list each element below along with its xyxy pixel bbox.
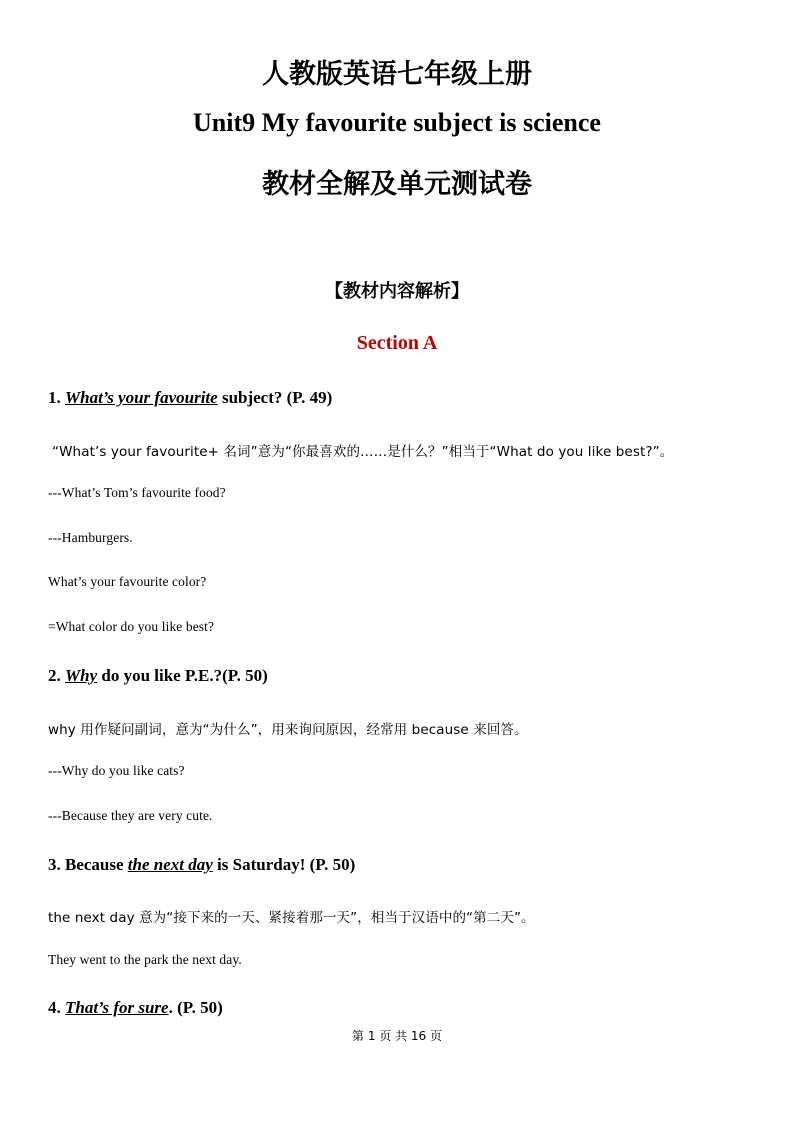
item-1-example-2: ---Hamburgers.	[48, 530, 133, 545]
title-line-3: 教材全解及单元测试卷	[262, 169, 532, 200]
item-3-number: 3.	[48, 855, 65, 874]
item-3-example-1: They went to the park the next day.	[48, 952, 242, 967]
item-2-rest: do you like P.E.?(P. 50)	[97, 666, 268, 685]
item-2-keyword: Why	[65, 666, 98, 685]
section-tag: 【教材内容解析】	[325, 281, 469, 302]
item-1-heading	[48, 388, 332, 408]
item-1-example-3: What’s your favourite color?	[48, 574, 207, 589]
item-4-number: 4.	[48, 998, 65, 1017]
item-2-example-2: ---Because they are very cute.	[48, 808, 213, 823]
item-1-rest: subject? (P. 49)	[217, 388, 333, 407]
item-4-rest: . (P. 50)	[168, 998, 223, 1017]
item-1-keyword: What’s your favourite	[65, 388, 218, 407]
item-3-explanation: the next day 意为“接下来的一天、紧接着那一天”，相当于汉语中的“第二天”。	[48, 910, 535, 926]
item-2-heading	[48, 666, 268, 686]
title-line-1: 人教版英语七年级上册	[262, 59, 532, 90]
item-4-heading	[48, 998, 223, 1018]
page-footer: 第 1 页 共 16 页	[352, 1029, 442, 1043]
item-1-number: 1.	[48, 388, 65, 407]
item-3-heading	[48, 855, 355, 875]
item-2-number: 2.	[48, 666, 65, 685]
item-4-keyword: That’s for sure	[65, 998, 169, 1017]
item-2-explanation: why 用作疑问副词，意为“为什么”，用来询问原因，经常用 because 来回答。	[48, 722, 528, 738]
section-title: Section A	[356, 332, 438, 354]
item-2-example-1: ---Why do you like cats?	[48, 763, 185, 778]
item-3-prefix: Because	[65, 855, 128, 874]
item-3-rest: is Saturday! (P. 50)	[212, 855, 356, 874]
title-line-2: Unit9 My favourite subject is science	[193, 108, 601, 137]
item-1-example-4: =What color do you like best?	[48, 619, 215, 634]
item-1-example-1: ---What’s Tom’s favourite food?	[48, 485, 226, 500]
item-1-explanation: “What’s your favourite+ 名词”意为“你最喜欢的……是什么？”相当于“What do you like best?”。	[52, 444, 674, 460]
item-3-keyword: the next day	[127, 855, 213, 874]
